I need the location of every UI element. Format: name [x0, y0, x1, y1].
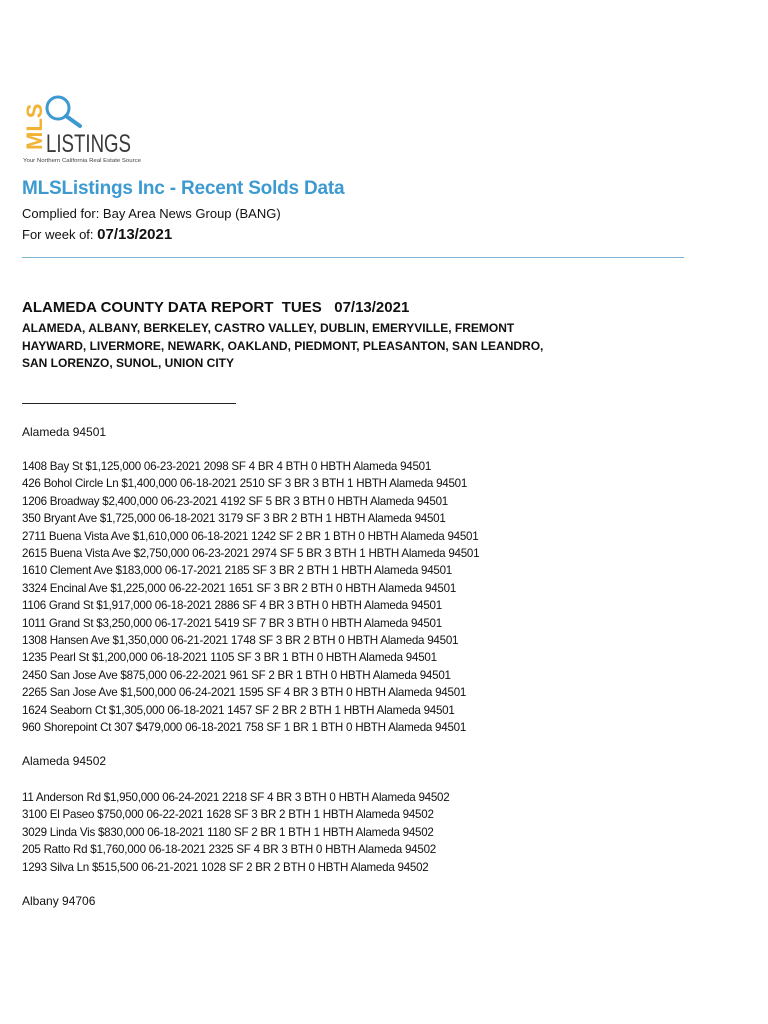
listing-row: 1610 Clement Ave $183,000 06-17-2021 2185 SF 3 BR 2 BTH 1 HBTH Alameda 94501 [22, 564, 453, 578]
listing-row: 1106 Grand St $1,917,000 06-18-2021 2886 SF 4 BR 3 BTH 0 HBTH Alameda 94501 [22, 599, 442, 613]
listing-row: 426 Bohol Circle Ln $1,400,000 06-18-2021 2510 SF 3 BR 3 BTH 1 HBTH Alameda 94501 [22, 477, 468, 491]
separator-underline [22, 391, 236, 404]
city-list-line: ALAMEDA, ALBANY, BERKELEY, CASTRO VALLEY, DUBLIN, EMERYVILLE, FREMONT [22, 321, 515, 335]
listing-row: 1206 Broadway $2,400,000 06-23-2021 4192 SF 5 BR 3 BTH 0 HBTH Alameda 94501 [22, 494, 448, 508]
mlslistings-logo [22, 92, 147, 164]
compiled-for-line: Complied for: Bay Area News Group (BANG) [22, 206, 281, 221]
week-of-line [22, 226, 172, 243]
listing-row: 2450 San Jose Ave $875,000 06-22-2021 961 SF 2 BR 1 BTH 0 HBTH Alameda 94501 [22, 668, 451, 682]
city-list-line: SAN LORENZO, SUNOL, UNION CITY [22, 356, 235, 370]
listing-row: 1293 Silva Ln $515,500 06-21-2021 1028 SF 2 BR 2 BTH 0 HBTH Alameda 94502 [22, 860, 429, 874]
listing-row: 1408 Bay St $1,125,000 06-23-2021 2098 SF 4 BR 4 BTH 0 HBTH Alameda 94501 [22, 460, 432, 473]
svg-text:MLS: MLS [22, 103, 47, 150]
listing-row: 3100 El Paseo $750,000 06-22-2021 1628 SF 3 BR 2 BTH 1 HBTH Alameda 94502 [22, 808, 434, 822]
listing-row: 11 Anderson Rd $1,950,000 06-24-2021 2218 SF 4 BR 3 BTH 0 HBTH Alameda 94502 [22, 791, 450, 804]
listing-row: 1011 Grand St $3,250,000 06-17-2021 5419 SF 7 BR 3 BTH 0 HBTH Alameda 94501 [22, 616, 442, 630]
section-heading: Alameda 94501 [22, 425, 107, 439]
week-date: 07/13/2021 [97, 226, 173, 243]
city-list [22, 320, 542, 373]
listing-row: 1235 Pearl St $1,200,000 06-18-2021 1105 SF 3 BR 1 BTH 0 HBTH Alameda 94501 [22, 651, 437, 665]
page-title: MLSListings Inc - Recent Solds Data [22, 178, 345, 199]
city-list-line: HAYWARD, LIVERMORE, NEWARK, OAKLAND, PIEDMONT, PLEASANTON, SAN LEANDRO, [22, 338, 544, 353]
listing-row: 2711 Buena Vista Ave $1,610,000 06-18-2021 1242 SF 2 BR 1 BTH 0 HBTH Alameda 94501 [22, 529, 479, 543]
listing-row: 3029 Linda Vis $830,000 06-18-2021 1180 SF 2 BR 1 BTH 1 HBTH Alameda 94502 [22, 825, 434, 839]
listing-row: 1624 Seaborn Ct $1,305,000 06-18-2021 1457 SF 2 BR 2 BTH 1 HBTH Alameda 94501 [22, 703, 455, 717]
listing-row: 350 Bryant Ave $1,725,000 06-18-2021 3179 SF 3 BR 2 BTH 1 HBTH Alameda 94501 [22, 512, 446, 526]
listing-row: 2615 Buena Vista Ave $2,750,000 06-23-2021 2974 SF 5 BR 3 BTH 1 HBTH Alameda 94501 [22, 547, 480, 560]
svg-text:Your Northern California Real: Your Northern California Real Estate Source [23, 158, 142, 164]
header-divider [22, 257, 684, 258]
listing-row: 2265 San Jose Ave $1,500,000 06-24-2021 1595 SF 4 BR 3 BTH 0 HBTH Alameda 94501 [22, 686, 467, 700]
listing-row: 960 Shorepoint Ct 307 $479,000 06-18-2021 758 SF 1 BR 1 BTH 0 HBTH Alameda 94501 [22, 721, 467, 734]
mls-logo-graphic [22, 92, 147, 164]
listing-row: 1308 Hansen Ave $1,350,000 06-21-2021 1748 SF 3 BR 2 BTH 0 HBTH Alameda 94501 [22, 634, 459, 647]
section-heading: Albany 94706 [22, 894, 96, 908]
listing-row: 205 Ratto Rd $1,760,000 06-18-2021 2325 SF 4 BR 3 BTH 0 HBTH Alameda 94502 [22, 843, 436, 857]
svg-text:LISTINGS: LISTINGS [46, 130, 131, 158]
listing-row: 3324 Encinal Ave $1,225,000 06-22-2021 1651 SF 3 BR 2 BTH 0 HBTH Alameda 94501 [22, 581, 457, 595]
section-heading: Alameda 94502 [22, 754, 107, 768]
week-label: For week of: [22, 227, 98, 242]
report-title: ALAMEDA COUNTY DATA REPORT TUES 07/13/2021 [22, 299, 410, 316]
